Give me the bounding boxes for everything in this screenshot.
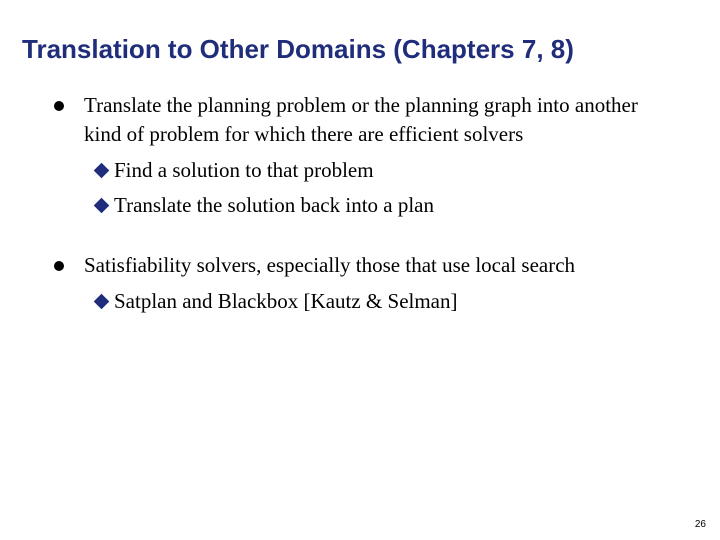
sub-bullet-text: Translate the solution back into a plan (114, 193, 435, 217)
bullet-dot-icon (54, 101, 64, 111)
bullet-text: Translate the planning problem or the planning graph into another kind of problem for which there are efficient solvers (84, 93, 638, 146)
page-number: 26 (694, 519, 706, 530)
sub-bullet-text: Find a solution to that problem (114, 158, 374, 182)
sub-bullet-item (84, 153, 692, 188)
diamond-bullet-icon (94, 163, 110, 179)
bullet-text: Satisfiability solvers, especially those that use local search (84, 253, 576, 277)
sub-bullet-list (84, 284, 692, 319)
slide-title: Translation to Other Domains (Chapters 7, 8) (22, 34, 574, 64)
sub-bullet-text: Satplan and Blackbox [Kautz & Selman] (114, 289, 458, 313)
bullet-dot-icon (54, 261, 64, 271)
sub-bullet-item (84, 284, 692, 319)
diamond-bullet-icon (94, 294, 110, 310)
diamond-bullet-icon (94, 198, 110, 214)
bullet-list (52, 91, 692, 319)
bullet-item (52, 251, 692, 319)
sub-bullet-item (84, 188, 692, 223)
sub-bullet-list (84, 153, 692, 223)
bullet-item (52, 91, 692, 223)
